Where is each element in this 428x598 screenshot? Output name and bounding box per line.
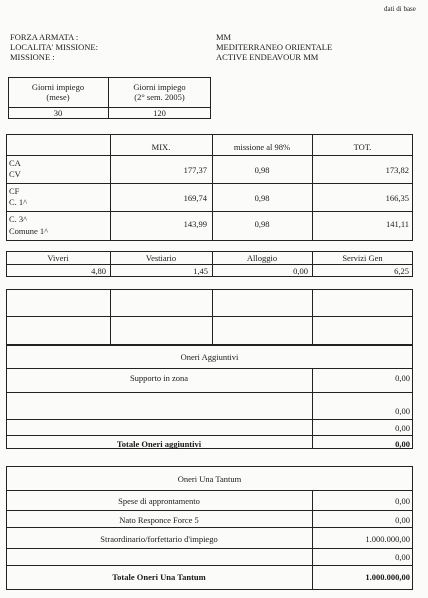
- header-value-localita: MEDITERRANEO ORIENTALE: [216, 42, 333, 52]
- costs-value-alloggio: 0,00: [293, 266, 308, 276]
- oneri-una-tantum-row1-value: 0,00: [395, 496, 410, 506]
- giorni-col2-title-2: (2° sem. 2005): [134, 92, 185, 102]
- costs-header-servizi: Servizi Gen: [342, 253, 383, 263]
- rates-row3-label-1: C. 3^: [9, 214, 28, 224]
- costs-header-viveri: Viveri: [47, 253, 69, 263]
- costs-value-vestiario: 1,45: [193, 266, 208, 276]
- rates-row3-label-2: Comune 1^: [9, 226, 49, 236]
- giorni-col2-value: 120: [153, 108, 166, 118]
- oneri-aggiuntivi-row2-value: 0,00: [395, 406, 410, 416]
- oneri-una-tantum-row3-label: Straordinario/forfettario d'impiego: [100, 534, 218, 544]
- rates-row3-mix: 143,99: [183, 219, 207, 229]
- rates-row1-pct: 0,98: [254, 165, 270, 175]
- rates-row1-mix: 177,37: [183, 165, 207, 175]
- costs-value-servizi: 6,25: [394, 266, 409, 276]
- oneri-una-tantum-row2-value: 0,00: [395, 515, 410, 525]
- header-value-forza-armata: MM: [216, 32, 232, 42]
- rates-row2-tot: 166,35: [385, 193, 409, 203]
- costs-value-viveri: 4,80: [91, 266, 106, 276]
- empty-grid: [6, 289, 413, 345]
- rates-row1-label-2: CV: [9, 169, 21, 179]
- oneri-una-tantum-row1-label: Spese di approntamento: [118, 496, 200, 506]
- oneri-una-tantum-row3-value: 1.000.000,00: [365, 534, 410, 544]
- costs-header-alloggio: Alloggio: [246, 253, 278, 263]
- corner-label: dati di base: [384, 5, 416, 13]
- rates-header-mix: MIX.: [151, 142, 171, 152]
- giorni-col2-title-1: Giorni impiego: [133, 82, 186, 92]
- rates-row3-tot: 141,11: [385, 219, 409, 229]
- header-label-missione: MISSIONE :: [10, 52, 55, 62]
- rates-row2-mix: 169,74: [183, 193, 207, 203]
- header-label-localita: LOCALITA' MISSIONE:: [10, 42, 98, 52]
- oneri-aggiuntivi-row1-label: Supporto in zona: [129, 373, 189, 383]
- oneri-una-tantum-total-label: Totale Oneri Una Tantum: [112, 572, 206, 582]
- giorni-col1-title-1: Giorni impiego: [31, 82, 85, 92]
- oneri-una-tantum-row4-value: 0,00: [395, 552, 410, 562]
- oneri-una-tantum-total-value: 1.000.000,00: [365, 572, 410, 582]
- rates-header-missione: missione al 98%: [233, 142, 291, 152]
- costs-header-vestiario: Vestiario: [145, 253, 177, 263]
- rates-header-tot: TOT.: [353, 142, 372, 152]
- header-value-missione: ACTIVE ENDEAVOUR MM: [216, 52, 319, 62]
- oneri-aggiuntivi-title: Oneri Aggiuntivi: [180, 352, 239, 362]
- rates-row1-tot: 173,82: [385, 165, 409, 175]
- oneri-una-tantum-row2-label: Nato Responce Force 5: [119, 515, 199, 525]
- rates-row1-label-1: CA: [9, 158, 21, 168]
- oneri-aggiuntivi-total-value: 0,00: [395, 439, 410, 449]
- oneri-aggiuntivi-row3-value: 0,00: [395, 423, 410, 433]
- rates-row2-label-1: CF: [9, 186, 20, 196]
- header-label-forza-armata: FORZA ARMATA :: [10, 32, 79, 42]
- oneri-una-tantum-title: Oneri Una Tantum: [177, 474, 242, 484]
- rates-row2-label-2: C. 1^: [9, 197, 28, 207]
- giorni-col1-value: 30: [53, 108, 63, 118]
- rates-row3-pct: 0,98: [254, 219, 270, 229]
- rates-row2-pct: 0,98: [254, 193, 270, 203]
- oneri-aggiuntivi-row1-value: 0,00: [395, 373, 410, 383]
- oneri-aggiuntivi-total-label: Totale Oneri aggiuntivi: [116, 439, 202, 449]
- giorni-col1-title-2: (mese): [46, 92, 70, 102]
